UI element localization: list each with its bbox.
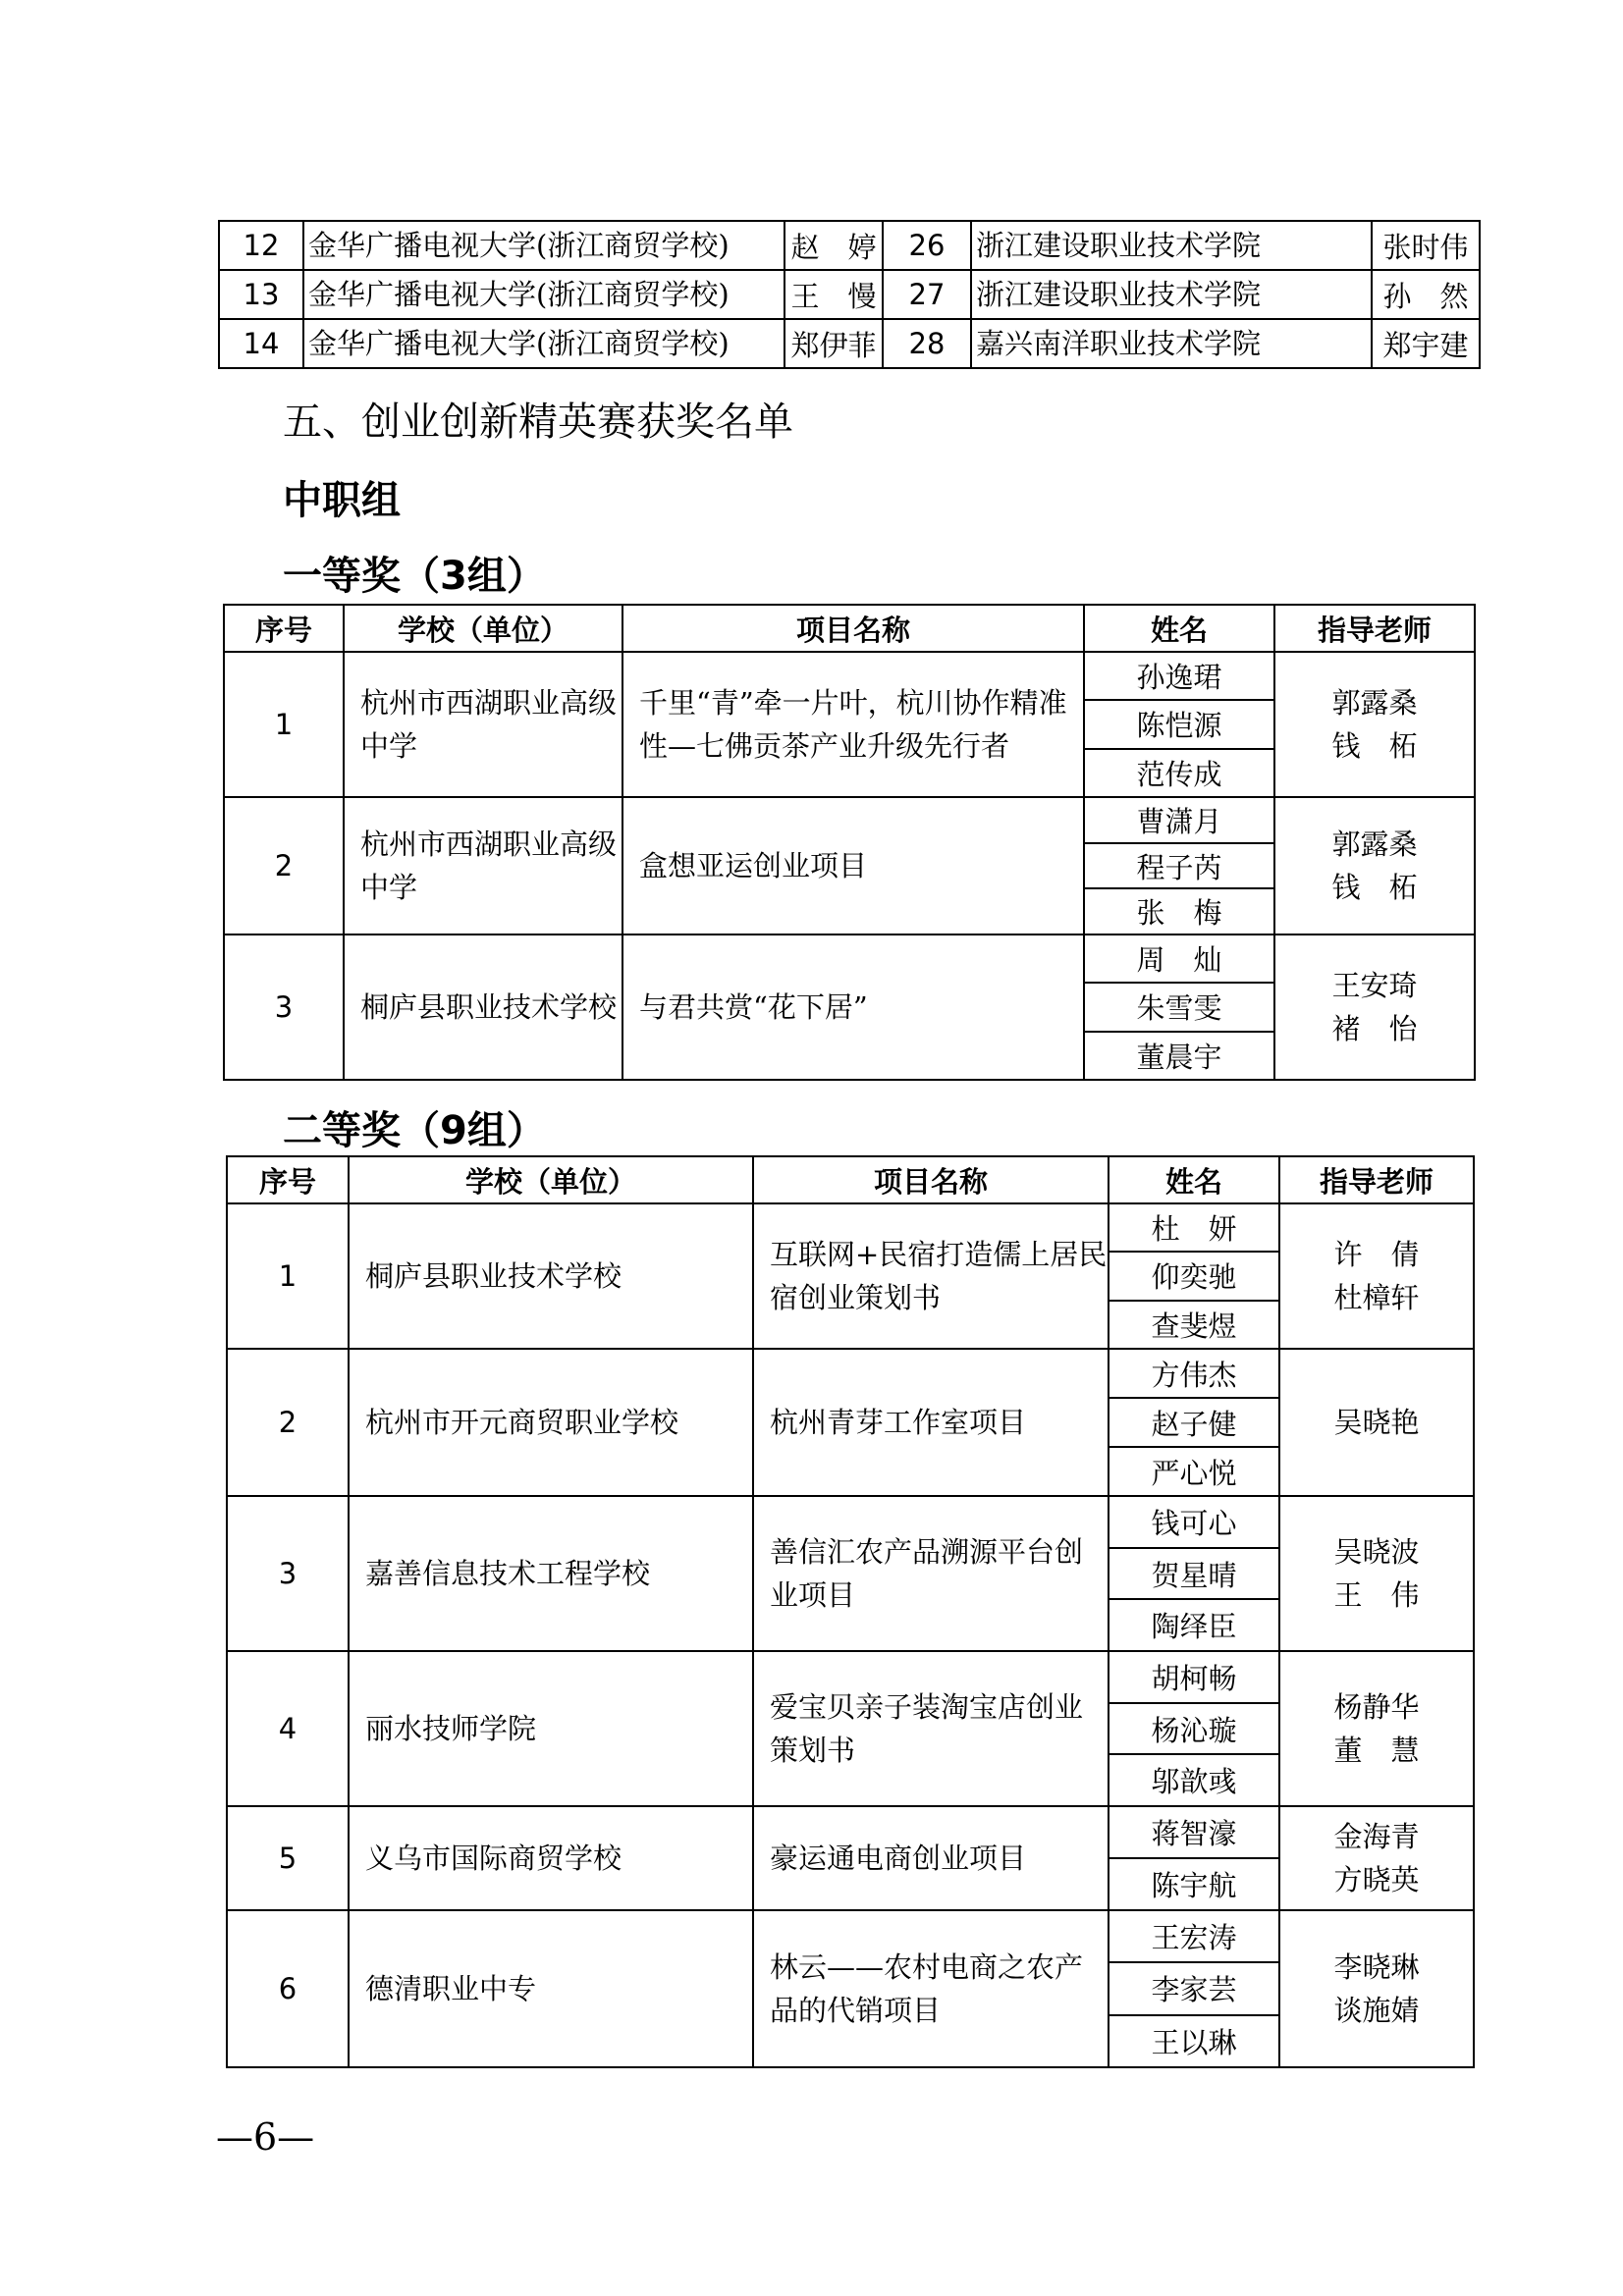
teacher-name: 董 慧 (1333, 1734, 1420, 1767)
column-header: 项目名称 (622, 605, 1084, 652)
serial-number: 28 (883, 319, 971, 368)
student-name: 曹潇月 (1136, 804, 1222, 838)
first-prize-table (223, 604, 1476, 1081)
table-row (224, 797, 1475, 934)
first-prize-title: 一等奖（3组） (283, 554, 546, 599)
student-names (1084, 652, 1274, 797)
column-header: 序号 (224, 605, 344, 652)
student-name: 钱可心 (1151, 1506, 1237, 1540)
school-name: 嘉善信息技术工程学校 (349, 1496, 753, 1651)
table-row (219, 221, 1480, 270)
student-name: 陶绎臣 (1109, 1598, 1278, 1650)
project-name: 豪运通电商创业项目 (753, 1806, 1109, 1910)
teacher-name: 王 伟 (1333, 1578, 1420, 1612)
student-name: 李家芸 (1109, 1961, 1278, 2013)
student-name: 孙 然 (1372, 270, 1480, 319)
advisor-teachers (1279, 1806, 1474, 1910)
project-name: 互联网+民宿打造儒上居民宿创业策划书 (753, 1203, 1109, 1349)
student-name: 赵子健 (1109, 1397, 1278, 1446)
name-list (1085, 798, 1273, 934)
advisor-teachers (1279, 1910, 1474, 2067)
serial-number: 2 (224, 797, 344, 934)
section-title: 五、创业创新精英赛获奖名单 (283, 400, 793, 445)
school-name: 金华广播电视大学(浙江商贸学校) (303, 221, 784, 270)
student-name: 孙逸珺 (1136, 661, 1222, 695)
student-names (1109, 1910, 1279, 2067)
continued-award-table (218, 220, 1481, 369)
serial-number: 12 (219, 221, 303, 270)
teacher-name: 杨静华 (1333, 1690, 1420, 1724)
student-name: 郑伊菲 (784, 319, 883, 368)
school-name: 桐庐县职业技术学校 (349, 1203, 753, 1349)
school-name: 金华广播电视大学(浙江商贸学校) (303, 319, 784, 368)
student-name: 贺星晴 (1109, 1547, 1278, 1599)
teacher-name: 金海青 (1333, 1820, 1420, 1853)
student-name: 胡柯畅 (1151, 1661, 1237, 1695)
page-number: —6— (216, 2115, 315, 2159)
table-row (227, 1496, 1474, 1651)
teacher-name: 吴晓艳 (1333, 1406, 1420, 1439)
student-name: 王 慢 (784, 270, 883, 319)
teacher-name: 谈施婧 (1333, 1994, 1420, 2027)
second-prize-title: 二等奖（9组） (283, 1108, 546, 1153)
teacher-name: 吴晓波 (1333, 1535, 1420, 1569)
table-row (227, 1651, 1474, 1806)
advisor-teachers (1274, 934, 1475, 1080)
student-name: 周 灿 (1136, 943, 1222, 978)
serial-number: 2 (227, 1349, 349, 1496)
column-header: 指导老师 (1279, 1156, 1474, 1203)
table-row (227, 1806, 1474, 1910)
column-header: 序号 (227, 1156, 349, 1203)
school-name: 丽水技师学院 (349, 1651, 753, 1806)
name-list (1085, 653, 1273, 796)
name-list (1109, 1497, 1278, 1650)
student-names (1084, 797, 1274, 934)
teacher-name: 郭露桑 (1331, 686, 1418, 720)
serial-number: 6 (227, 1910, 349, 2067)
student-name: 张 梅 (1085, 887, 1273, 934)
school-name: 杭州市西湖职业高级中学 (344, 797, 622, 934)
second-prize-table (226, 1155, 1475, 2068)
serial-number: 13 (219, 270, 303, 319)
student-name: 陈恺源 (1085, 699, 1273, 747)
serial-number: 14 (219, 319, 303, 368)
table-row (224, 652, 1475, 797)
advisor-teachers (1279, 1203, 1474, 1349)
table-row (219, 319, 1480, 368)
teacher-name: 许 倩 (1333, 1238, 1420, 1271)
school-name: 德清职业中专 (349, 1910, 753, 2067)
student-name: 董晨宇 (1085, 1031, 1273, 1079)
teacher-name: 杜樟轩 (1333, 1281, 1420, 1314)
teacher-name: 褚 怡 (1331, 1012, 1418, 1045)
student-name: 查斐煜 (1109, 1300, 1278, 1348)
advisor-teachers (1274, 797, 1475, 934)
school-name: 义乌市国际商贸学校 (349, 1806, 753, 1910)
name-list (1109, 1807, 1278, 1909)
school-name: 桐庐县职业技术学校 (344, 934, 622, 1080)
student-name: 杨沁璇 (1109, 1702, 1278, 1754)
table-row (227, 1910, 1474, 2067)
student-name: 杜 妍 (1151, 1212, 1237, 1247)
column-header: 姓名 (1109, 1156, 1279, 1203)
column-header: 姓名 (1084, 605, 1274, 652)
student-names (1109, 1651, 1279, 1806)
student-names (1109, 1349, 1279, 1496)
advisor-teachers (1279, 1651, 1474, 1806)
project-name: 爱宝贝亲子装淘宝店创业策划书 (753, 1651, 1109, 1806)
serial-number: 27 (883, 270, 971, 319)
student-name: 王宏涛 (1151, 1921, 1237, 1955)
school-name: 金华广播电视大学(浙江商贸学校) (303, 270, 784, 319)
serial-number: 3 (227, 1496, 349, 1651)
advisor-teachers (1279, 1349, 1474, 1496)
serial-number: 5 (227, 1806, 349, 1910)
advisor-teachers (1274, 652, 1475, 797)
project-name: 林云——农村电商之农产品的代销项目 (753, 1910, 1109, 2067)
student-name: 程子芮 (1085, 842, 1273, 888)
group-title: 中职组 (283, 478, 401, 523)
serial-number: 1 (227, 1203, 349, 1349)
student-name: 蒋智濠 (1151, 1817, 1237, 1850)
project-name: 千里“青”牵一片叶，杭川协作精准性—七佛贡茶产业升级先行者 (622, 652, 1084, 797)
table-row (219, 270, 1480, 319)
project-name: 盒想亚运创业项目 (622, 797, 1084, 934)
school-name: 杭州市开元商贸职业学校 (349, 1349, 753, 1496)
teacher-name: 郭露桑 (1331, 828, 1418, 861)
name-list (1109, 1911, 1278, 2066)
school-name: 浙江建设职业技术学院 (971, 221, 1372, 270)
name-list (1109, 1204, 1278, 1348)
teacher-name: 王安琦 (1331, 969, 1418, 1002)
name-list (1109, 1350, 1278, 1495)
serial-number: 4 (227, 1651, 349, 1806)
column-header: 学校（单位） (344, 605, 622, 652)
table-row (227, 1349, 1474, 1496)
student-name: 郑宇建 (1372, 319, 1480, 368)
school-name: 浙江建设职业技术学院 (971, 270, 1372, 319)
name-list (1109, 1652, 1278, 1805)
student-name: 陈宇航 (1109, 1857, 1278, 1909)
student-name: 仰奕驰 (1109, 1251, 1278, 1299)
student-name: 邬歆彧 (1109, 1753, 1278, 1805)
student-name: 王以琳 (1109, 2014, 1278, 2066)
project-name: 杭州青芽工作室项目 (753, 1349, 1109, 1496)
school-name: 杭州市西湖职业高级中学 (344, 652, 622, 797)
table-row (224, 934, 1475, 1080)
student-name: 朱雪雯 (1085, 982, 1273, 1030)
serial-number: 26 (883, 221, 971, 270)
name-list (1085, 935, 1273, 1079)
column-header: 指导老师 (1274, 605, 1475, 652)
advisor-teachers (1279, 1496, 1474, 1651)
teacher-name: 方晓英 (1333, 1863, 1420, 1896)
student-names (1109, 1806, 1279, 1910)
table-row (227, 1203, 1474, 1349)
teacher-name: 李晓琳 (1333, 1950, 1420, 1984)
teacher-name: 钱 柘 (1331, 729, 1418, 763)
serial-number: 1 (224, 652, 344, 797)
student-name: 范传成 (1085, 748, 1273, 796)
student-names (1109, 1496, 1279, 1651)
student-name: 赵 婷 (784, 221, 883, 270)
student-name: 张时伟 (1372, 221, 1480, 270)
school-name: 嘉兴南洋职业技术学院 (971, 319, 1372, 368)
project-name: 与君共赏“花下居” (622, 934, 1084, 1080)
student-names (1109, 1203, 1279, 1349)
student-name: 严心悦 (1109, 1446, 1278, 1495)
serial-number: 3 (224, 934, 344, 1080)
project-name: 善信汇农产品溯源平台创业项目 (753, 1496, 1109, 1651)
teacher-name: 钱 柘 (1331, 871, 1418, 904)
column-header: 项目名称 (753, 1156, 1109, 1203)
student-name: 方伟杰 (1151, 1358, 1237, 1392)
column-header: 学校（单位） (349, 1156, 753, 1203)
student-names (1084, 934, 1274, 1080)
